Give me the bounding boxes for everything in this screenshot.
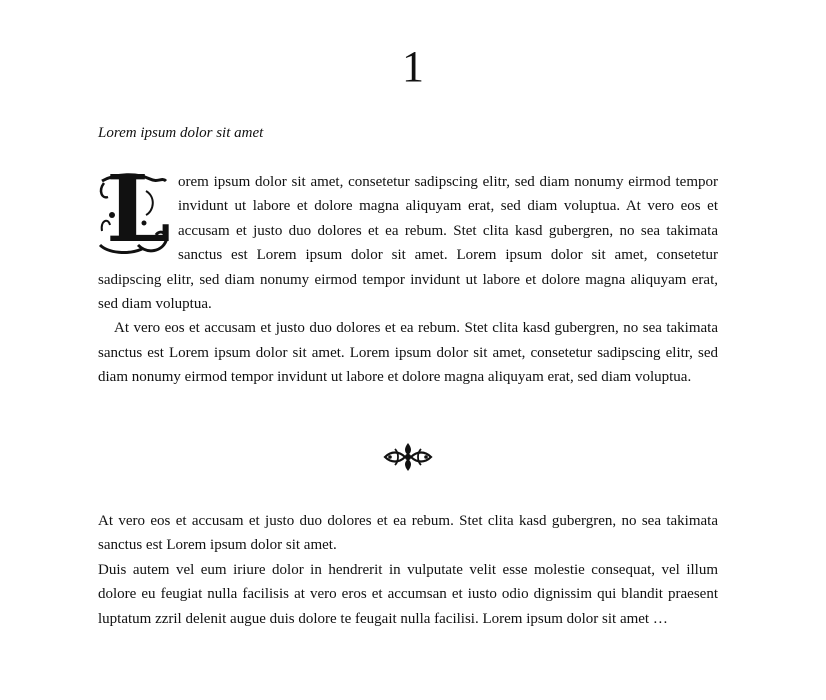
section-2-body [98, 509, 718, 631]
section-2-paragraph-1: At vero eos et accusam et justo duo dolores et ea rebum. Stet clita kasd gubergren, no sea takimata sanctus est Lorem ipsum dolor sit amet. [98, 513, 718, 554]
section-1-paragraph-1-text: orem ipsum dolor sit amet, consetetur sadipscing elitr, sed diam nonumy eirmod tempor invidunt ut labore et dolore magna aliquyam erat, sed diam voluptua. At vero eos et accusam et justo duo dolores et ea rebum. Stet clita kasd gubergren, no sea takimata sanctus est Lorem ipsum dolor sit amet. Lorem ipsum dolor sit amet, consetetur sadipscing elitr, sed diam nonumy eirmod tempor invidunt ut labore et dolore magna aliquyam erat, sed diam voluptua. [98, 174, 718, 313]
fleuron-ornament-icon [383, 440, 433, 474]
chapter-number: 1 [402, 42, 424, 91]
drop-cap [98, 155, 171, 263]
section-1-body [98, 155, 718, 390]
section-1-paragraph-2: At vero eos et accusam et justo duo dolores et ea rebum. Stet clita kasd gubergren, no sea takimata sanctus est Lorem ipsum dolor sit amet. Lorem ipsum dolor sit amet, consetetur sadipscing elitr, sed diam nonumy eirmod tempor invidunt ut labore et dolore magna aliquyam erat, sed diam voluptua. [98, 320, 718, 386]
section-2-paragraph-2: Duis autem vel eum iriure dolor in hendrerit in vulputate velit esse molestie consequat, vel illum dolore eu feugiat nulla facilisis at vero eros et accumsan et iusto odio dignissim qui blandit praesent luptatum zzril delenit augue duis dolore te feugait nulla facilisi. Lorem ipsum dolor sit amet … [98, 561, 718, 627]
chapter-title: Lorem ipsum dolor sit amet [98, 125, 264, 141]
drop-cap-letter: L [106, 155, 171, 263]
section-1-paragraph-1 [98, 155, 718, 316]
